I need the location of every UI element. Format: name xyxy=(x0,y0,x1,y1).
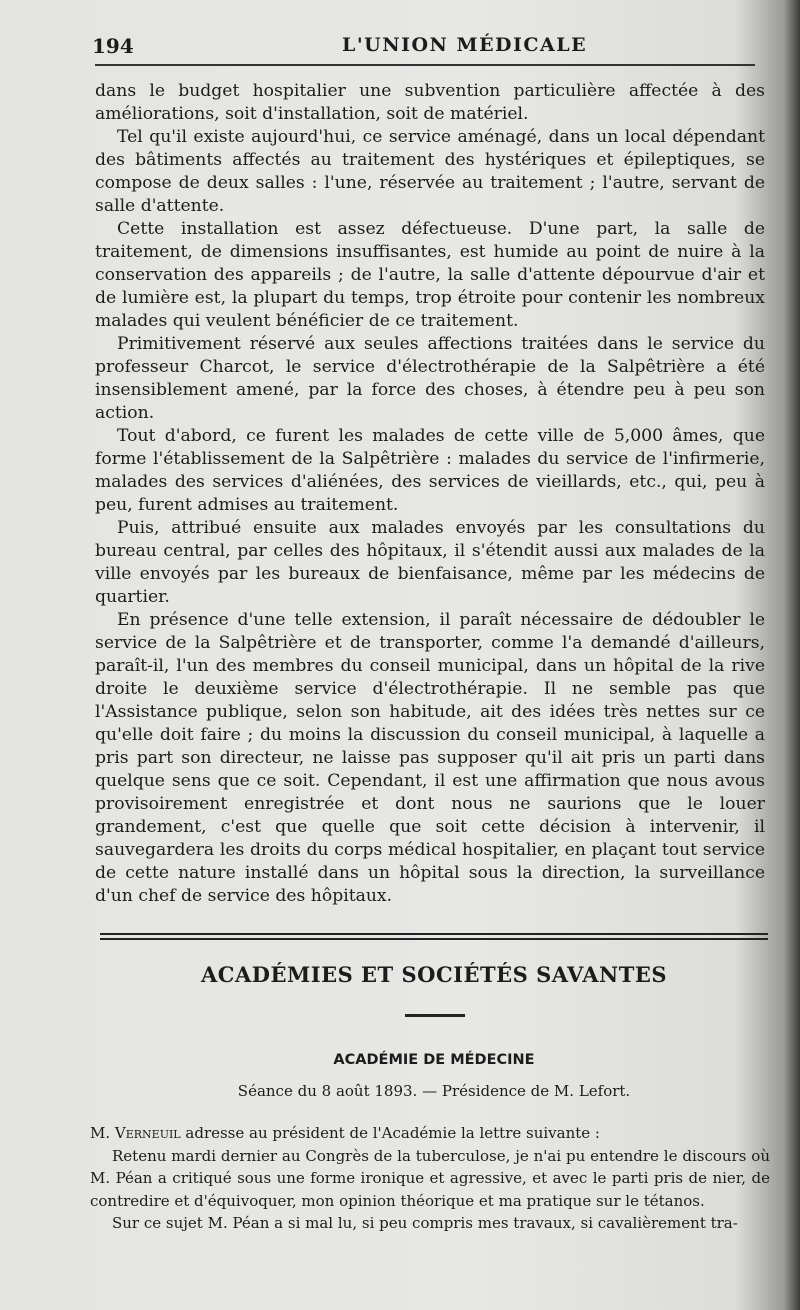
running-head xyxy=(92,30,752,62)
letter-body xyxy=(90,1122,770,1235)
letter-intro xyxy=(90,1122,770,1145)
letter-paragraph: Retenu mardi dernier au Congrès de la tuberculose, je n'ai pu entendre le discours où M. Péan a critiqué sous une forme ironique et agressive, et avec le parti pris de nier, de contredire et d'équivoquer, mon opinion théorique et ma pratique sur le tétanos. xyxy=(90,1146,770,1210)
journal-title: L'UNION MÉDICALE xyxy=(342,34,588,56)
letter-paragraph: Sur ce sujet M. Péan a si mal lu, si peu compris mes travaux, si cavalièrement tra- xyxy=(112,1214,738,1232)
article-body xyxy=(95,80,765,908)
paragraph: Cette installation est assez défectueuse. D'une part, la salle de traitement, de dimensions insuffisantes, est humide au point de nuire à la conservation des appareils ; de l'autre, la salle d'attente dépourvue d'air et de lumière est, la plupart du temps, trop étroite pour contenir les nombreux malades qui veulent bénéficier de ce traitement. xyxy=(95,219,765,331)
paragraph: En présence d'une telle extension, il paraît nécessaire de dédoubler le service de la Salpêtrière et de transporter, comme l'a demandé d'ailleurs, paraît-il, l'un des membres du conseil municipal, dans un hôpital de la rive droite le deuxième service d'électrothérapie. Il ne semble pas que l'Assistance publique, selon son habitude, ait des idées très nettes sur ce qu'elle doit faire ; du moins la discussion du conseil municipal, à laquelle a pris part son directeur, ne laisse pas supposer qu'il ait pris un parti dans quelque sens que ce soit. Cependant, il est une affirmation que nous avous provisoirement enregistrée et dont nous ne saurions que le louer grandement, c'est que quelle que soit cette décision à intervenir, il sauvegardera les droits du corps médical hospitalier, en plaçant tout service de cette nature installé dans un hôpital sous la direction, la surveillance d'un chef de service des hôpitaux. xyxy=(95,610,765,906)
session-line: Séance du 8 août 1893. — Présidence de M. Lefort. xyxy=(237,1082,631,1100)
letter-intro-text: adresse au président de l'Académie la lettre suivante : xyxy=(180,1124,600,1142)
letter-author: M. Verneuil xyxy=(90,1124,181,1142)
section-rule-bottom xyxy=(100,938,768,940)
page-number: 194 xyxy=(92,34,134,58)
section-title: ACADÉMIES ET SOCIÉTÉS SAVANTES xyxy=(200,962,667,987)
paragraph: Tel qu'il existe aujourd'hui, ce service aménagé, dans un local dépendant des bâtiments affectés au traitement des hystériques et épileptiques, se compose de deux salles : l'une, réservée au traitement ; l'autre, servant de salle d'attente. xyxy=(95,127,765,216)
paragraph: dans le budget hospitalier une subvention particulière affectée à des améliorations, soit d'installation, soit de matériel. xyxy=(95,81,765,124)
subsection-title: ACADÉMIE DE MÉDECINE xyxy=(333,1052,535,1068)
paragraph: Tout d'abord, ce furent les malades de cette ville de 5,000 âmes, que forme l'établissement de la Salpêtrière : malades du service de l'infirmerie, malades des services d'aliénées, des services de vieillards, etc., qui, peu à peu, furent admises au traitement. xyxy=(95,426,765,515)
title-rule xyxy=(405,1014,465,1017)
paragraph: Puis, attribué ensuite aux malades envoyés par les consultations du bureau central, par celles des hôpitaux, il s'étendit aussi aux malades de la ville envoyés par les bureaux de bienfaisance, même par les médecins de quartier. xyxy=(95,518,765,607)
header-rule xyxy=(95,64,755,66)
section-rule-top xyxy=(100,933,768,935)
paragraph: Primitivement réservé aux seules affections traitées dans le service du professeur Charcot, le service d'électrothérapie de la Salpêtrière a été insensiblement amené, par la force des choses, à étendre peu à peu son action. xyxy=(95,334,765,423)
